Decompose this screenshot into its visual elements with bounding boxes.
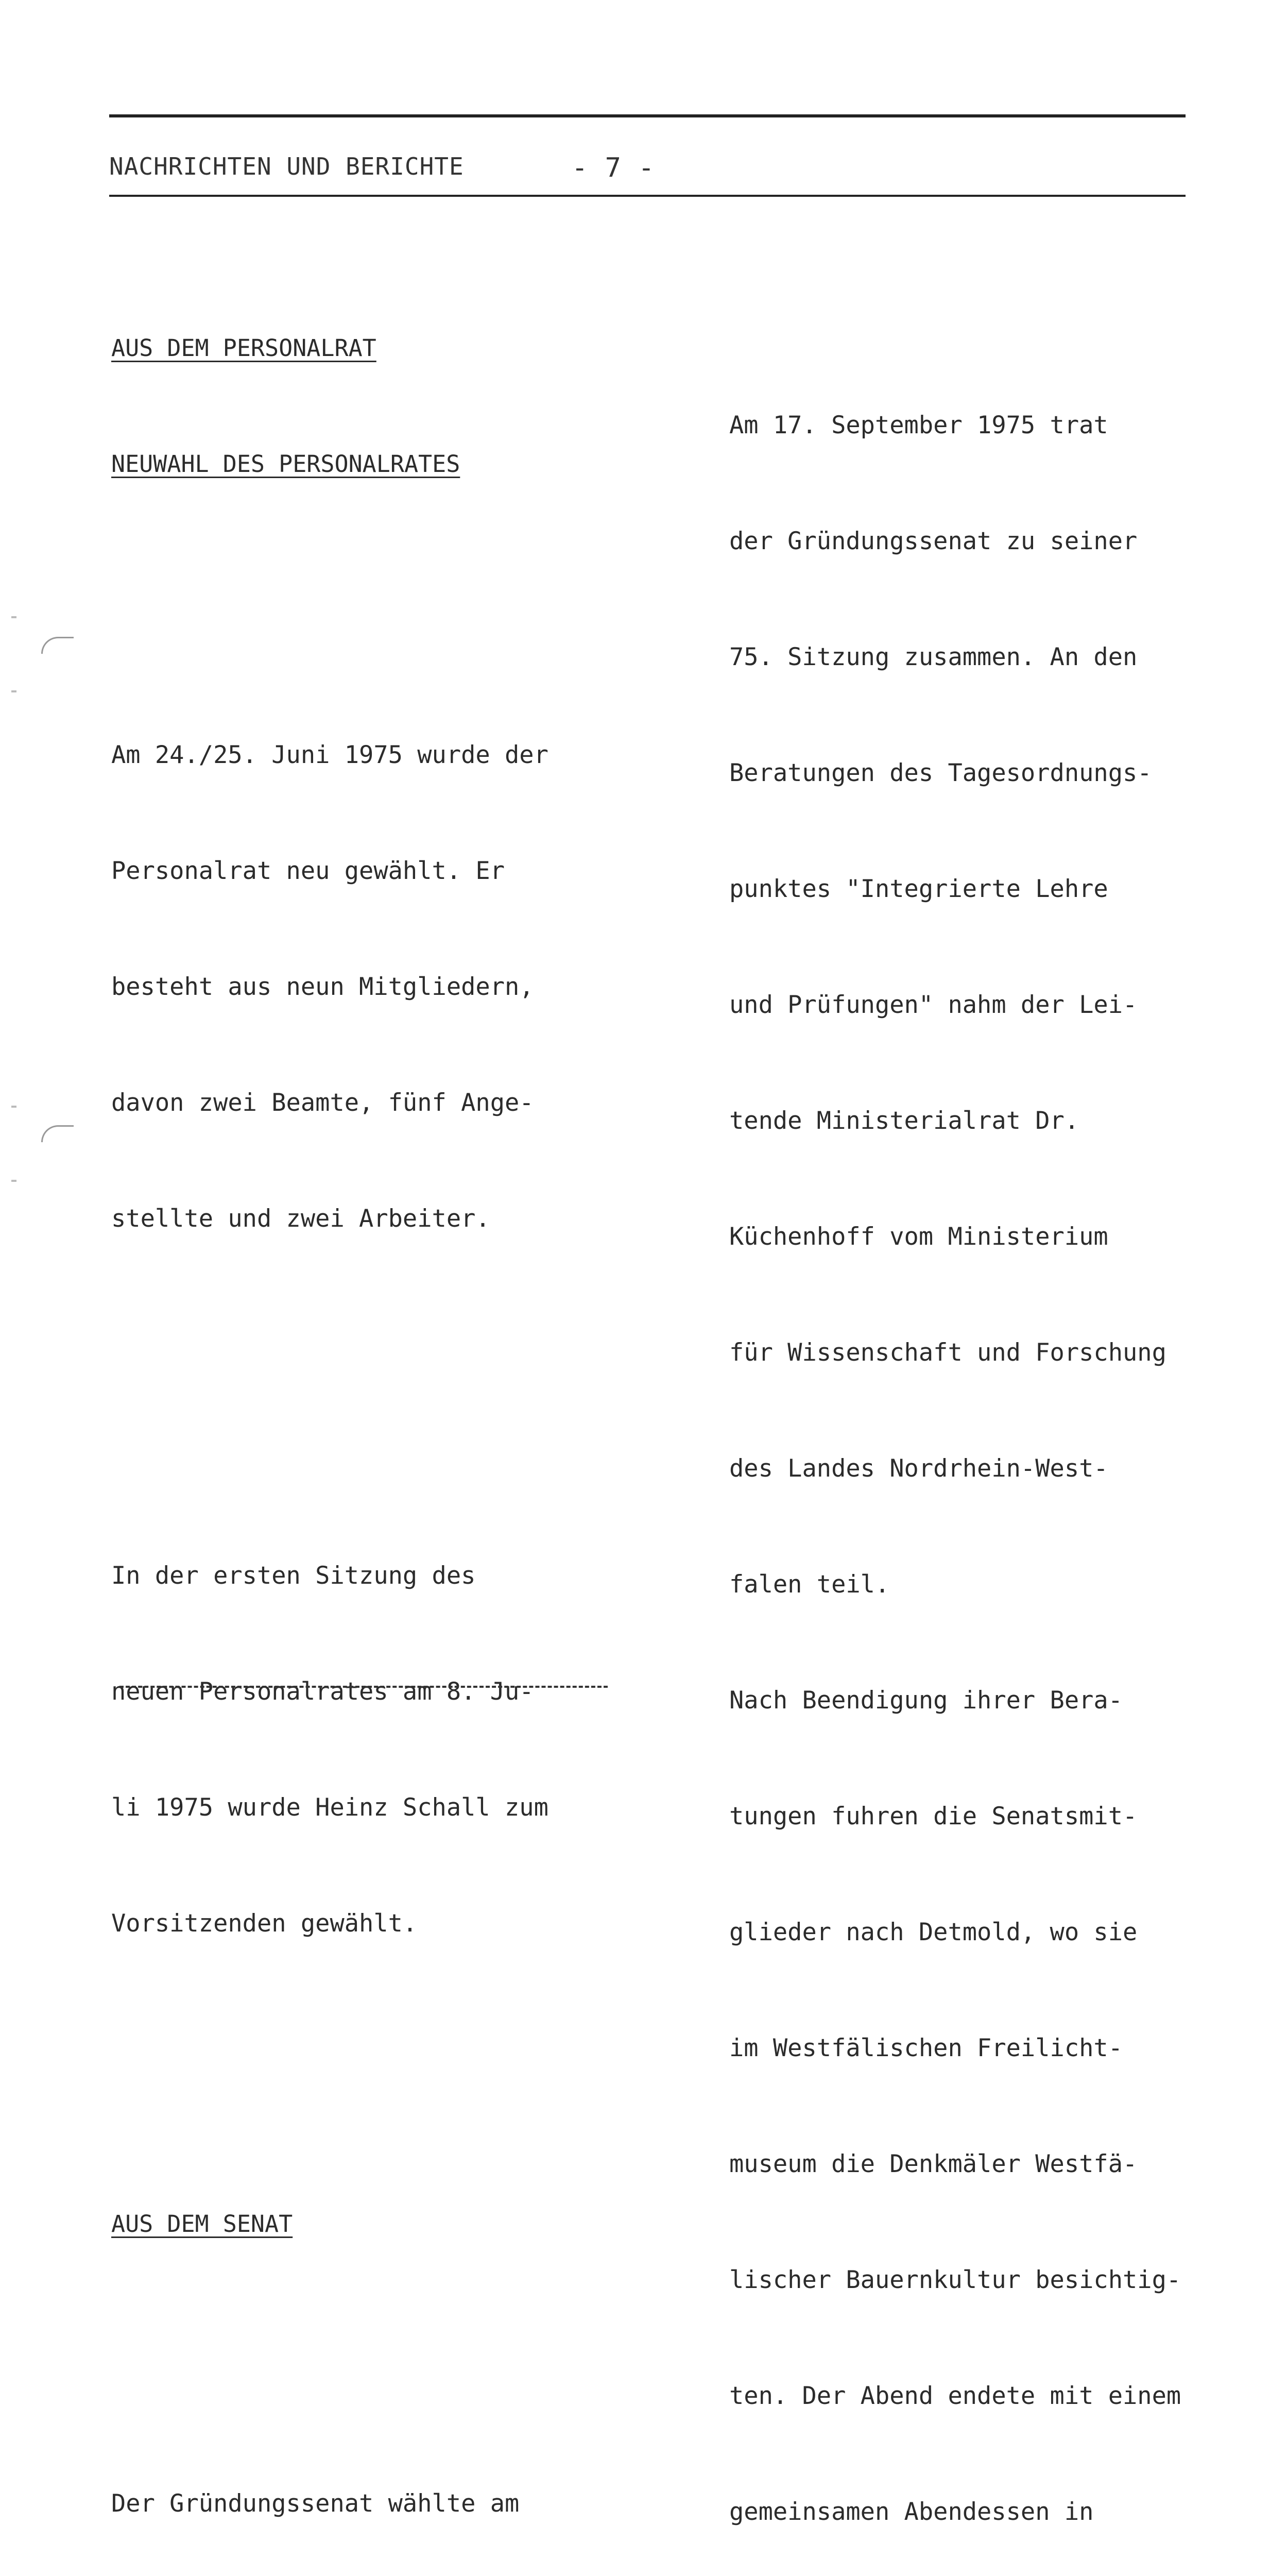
personalrat-heading: AUS DEM PERSONALRAT: [111, 334, 376, 362]
header-bottom-rule: [109, 195, 1186, 197]
senat-paragraph: Der Gründungssenat wählte am: [111, 2489, 520, 2518]
margin-mark: [11, 616, 16, 618]
margin-mark: [11, 1106, 16, 1108]
header-top-rule: [109, 114, 1186, 117]
section-header-title: NACHRICHTEN UND BERICHTE: [109, 152, 464, 180]
page-number: - 7 -: [572, 152, 655, 183]
personalrat-paragraph: Am 24./25. Juni 1975 wurde der Personalrat neu gewählt. Er besteht aus neun Mitgliedern, davon zwei Beamte, fünf Ange- stellte und zwei Arbeiter.: [111, 741, 548, 1233]
first-session-paragraph: In der ersten Sitzung des neuen Personalrates am 8. Ju- li 1975 wurde Heinz Schall zum Vorsitzenden gewählt.: [111, 1562, 548, 1938]
punch-hole-mark: [41, 1125, 74, 1142]
margin-mark: [11, 690, 16, 692]
dashed-separator: [119, 1686, 608, 1688]
senate-session-paragraph: Am 17. September 1975 trat der Gründungssenat zu seiner 75. Sitzung zusammen. An den Beratungen des Tagesordnungs- punktes "Integrierte Lehre und Prüfungen" nahm der Lei- tende Ministerialrat Dr. Küchenhoff vom Ministerium für Wissenschaft und Forschung des Landes Nordrhein-West- falen teil. Nach Beendigung ihrer Bera- tungen fuhren die Senatsmit- glieder nach Detmold, wo sie im Westfälischen Freilicht- museum die Denkmäler Westfä- lischer Bauernkultur besichtig- ten. Der Abend endete mit einem gemeinsamen Abendessen in: [729, 411, 1181, 2526]
right-column: [729, 251, 1249, 2576]
neuwahl-heading: NEUWAHL DES PERSONALRATES: [111, 450, 460, 478]
margin-mark: [11, 1180, 16, 1182]
left-column: [111, 251, 626, 2576]
punch-hole-mark: [41, 637, 74, 654]
senat-heading: AUS DEM SENAT: [111, 2210, 293, 2238]
